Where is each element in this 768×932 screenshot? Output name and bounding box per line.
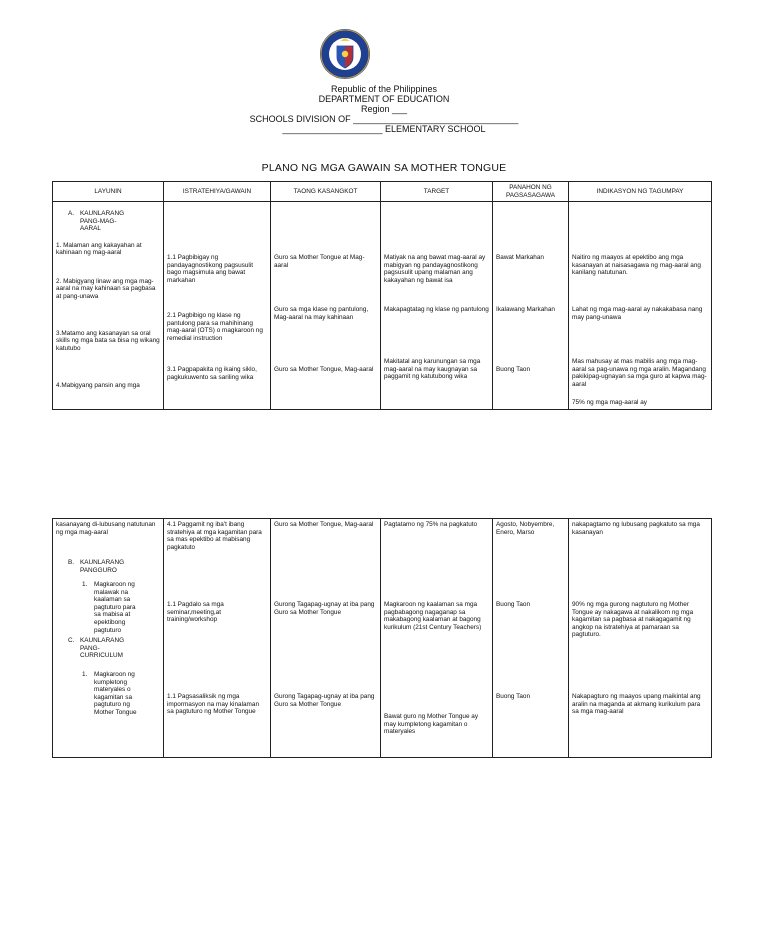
panahon-1: Bawat Markahan [496,254,544,261]
panahon-b1: Buong Taon [496,601,530,608]
indikasyon-4: 75% ng mga mag-aaral ay [572,399,647,406]
header-republic: Republic of the Philippines [330,84,438,94]
target-4: Pagtatamo ng 75% na pagkatuto [384,521,478,528]
taong-2: Guro sa mga klase ng pantulong, Mag-aaral na may kahinaan [274,306,369,321]
layunin-2: 2. Mabigyang linaw ang mga mag-aaral na may kahinaan sa pagbasa at pang-unawa [56,277,156,300]
activity-plan-table-2 [52,518,712,758]
taong-1: Guro sa Mother Tongue at Mag-aaral [274,254,365,269]
target-1: Matiyak na ang bawat mag-aaral ay mabigyan ng pandayagnostikong pagsusulit upang malaman ang kakayahan ng bawat isa [384,254,486,284]
col-header-istratehiya: ISTRATEHIYA/GAWAIN [164,182,271,202]
col-header-layunin: LAYUNIN [53,182,164,202]
activity-plan-table-1 [52,181,712,410]
table-row [53,519,712,758]
target-2: Makapagtatag ng klase ng pantulong [384,306,489,313]
panahon-3: Buong Taon [496,366,530,373]
layunin-3: 3.Matamo ang kasanayan sa oral skills ng mga bata sa bisa ng wikang katutubo [56,329,160,352]
taong-c1: Gurong Tagapag-ugnay at iba pang Guro sa Mother Tongue [274,693,375,708]
col-header-panahon: PANAHON NG PAGSASAGAWA [493,182,569,202]
istratehiya-4: 4.1 Paggamit ng iba't ibang stratehiya at mga kagamitan para sa mas epektibo at mabisang pagkatuto [167,521,262,551]
indikasyon-3: Mas mahusay at mas mabilis ang mga mag-aaral sa pag-unawa ng mga aralin. Magandang pakikipag-ugnayan sa mga guro at kapwa mag-aaral [572,358,707,388]
istratehiya-2: 2.1 Pagbibigo ng klase ng pantulong para sa mahihinang mag-aaral (OTS) o magkaroon ng remedial instruction [167,312,263,342]
layunin-b1: 1. Magkaroon ng malawak na kaalaman sa pagtuturo para sa mabisa at epektibong pagtuturo [82,581,136,634]
header-school: ____________________ ELEMENTARY SCHOOL [282,124,486,134]
section-a-heading: A. KAUNLARANG PANG-MAG-AARAL [68,210,125,233]
col-header-target: TARGET [381,182,493,202]
layunin-1: 1. Malaman ang kakayahan at kahinaan ng mag-aaral [56,241,142,257]
section-c-heading: C. KAUNLARANG PANG-CURRICULUM [68,637,125,660]
header-division: SCHOOLS DIVISION OF _________________________________ [249,114,519,124]
panahon-2: Ikalawang Markahan [496,306,555,313]
table-row [53,202,712,410]
target-3: Makitatal ang karunungan sa mga mag-aaral na may kaugnayan sa paggamit ng katutubong wika [384,358,481,381]
section-b-heading: B. KAUNLARANG PANGGURO [68,559,125,574]
layunin-c1: 1. Magkaroon ng kumpletong materyales o kagamitan sa pagtuturo ng Mother Tongue [82,671,137,716]
indikasyon-4-cont: nakapagtamo ng lubusang pagkatuto sa mga kasanayan [572,521,700,536]
header-region: Region ___ [360,104,408,114]
indikasyon-2: Lahat ng mga mag-aaral ay nakakabasa nang may pang-unawa [572,306,703,321]
layunin-4-cont: kasanayang di-lubusang natutunan ng mga mag-aaral [56,521,156,536]
panahon-c1: Buong Taon [496,693,530,700]
target-c1: Bawat guro ng Mother Tongue ay may kumpletong kagamitan o materyales [384,713,479,736]
istratehiya-1: 1.1 Pagbibigay ng pandayagnostikong pagsusulit bago magsimula ang bawat markahan [167,254,253,284]
taong-b1: Gurong Tagapag-ugnay at iba pang Guro sa Mother Tongue [274,601,375,616]
istratehiya-b1: 1.1 Pagdalo sa mga seminar,meeting,at training/workshop [167,601,224,624]
deped-seal-icon [319,28,371,80]
indikasyon-1: Naitiro ng maayos at epektibo ang mga kasanayan at naisasagawa ng mag-aaral ang kanilang natutunan. [572,254,701,277]
col-header-indikasyon: INDIKASYON NG TAGUMPAY [569,182,712,202]
page-title: PLANO NG MGA GAWAIN SA MOTHER TONGUE [261,162,507,174]
indikasyon-c1: Nakapagturo ng maayos upang maikintal ang aralin na maganda at akmang kurikulum para sa mga mag-aaral [572,693,701,716]
taong-3: Guro sa Mother Tongue, Mag-aaral [274,366,374,373]
col-header-taong-kasangkot: TAONG KASANGKOT [271,182,381,202]
layunin-4: 4.Mabigyang pansin ang mga [56,381,140,389]
istratehiya-3: 3.1 Pagpapakita ng ikaing siklo, pagkukuwento sa sariling wika [167,366,257,381]
indikasyon-b1: 90% ng mga gurong nagtuturo ng Mother Tongue ay nakagawa at nakalikom ng mga kagamitan sa pagbasa at nakagagamit ng angkop na istratehiya at pamaraan sa pagtuturo. [572,601,694,639]
panahon-4: Agosto, Nobyembre, Enero, Marso [496,521,555,536]
taong-4: Guro sa Mother Tongue, Mag-aaral [274,521,374,528]
istratehiya-c1: 1.1 Pagsasaliksik ng mga impormasyon na may kinalaman sa pagtuturo ng Mother Tongue [167,693,259,716]
target-b1: Magkaroon ng kaalaman sa mga pagbabagong nagaganap sa makabagong kaalaman at bagong kurikulum (21st Century Teachers) [384,601,482,631]
header-department: DEPARTMENT OF EDUCATION [318,94,450,104]
